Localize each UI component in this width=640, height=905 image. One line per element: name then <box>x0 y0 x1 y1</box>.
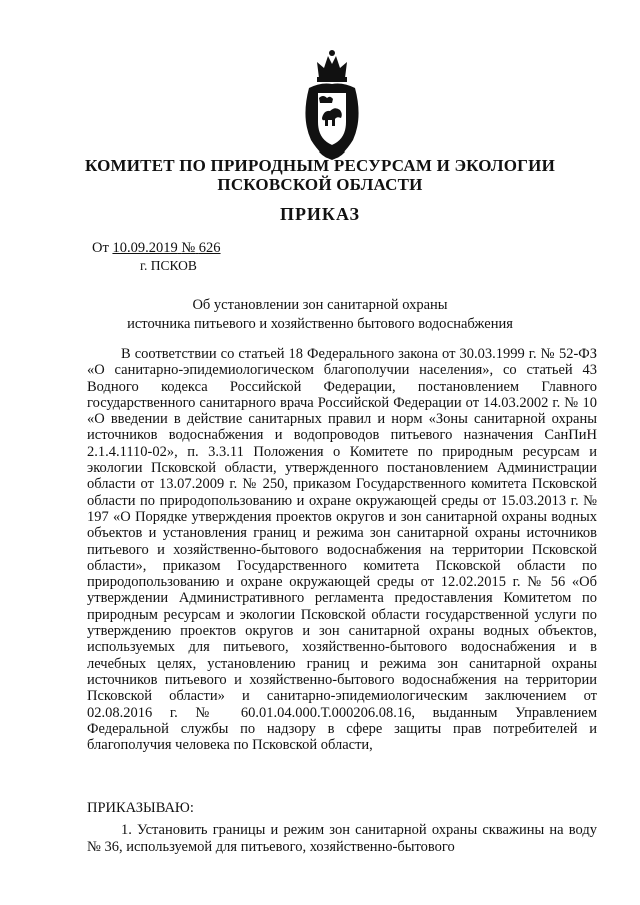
decree-word: ПРИКАЗЫВАЮ: <box>87 800 194 816</box>
organization-name-line1: КОМИТЕТ ПО ПРИРОДНЫМ РЕСУРСАМ И ЭКОЛОГИИ <box>84 156 556 175</box>
organization-name-line2: ПСКОВСКОЙ ОБЛАСТИ <box>217 175 423 194</box>
order-date: 10.09.2019 <box>112 240 178 256</box>
date-prefix: От <box>92 240 109 256</box>
subject-line2: источника питьевого и хозяйственно бытового водоснабжения <box>127 316 513 332</box>
order-date-number <box>92 240 221 257</box>
subject-line1: Об установлении зон санитарной охраны <box>192 297 448 313</box>
city: г. ПСКОВ <box>140 258 197 273</box>
order-number: 626 <box>198 240 221 256</box>
number-sign: № <box>181 240 196 256</box>
clause-1: 1. Установить границы и режим зон санитарной охраны скважины на воду № 36, используемой для питьевого, хозяйственно-бытового <box>87 822 597 855</box>
document-type-title: ПРИКАЗ <box>279 204 361 224</box>
preamble-paragraph: В соответствии со статьей 18 Федерального закона от 30.03.1999 г. № 52-ФЗ «О санитарно-эпидемиологическом благополучии населения», со статьей 43 Водного кодекса Российской Федерации, постановлением Главного государственного санитарного врача Российской Федерации от 14.03.2002 г. № 10 «О введении в действие санитарных правил и норм «Зоны санитарной охраны источников водоснабжения и водопроводов питьевого назначения СанПиН 2.1.4.1110-02», п. 3.3.11 Положения о Комитете по природным ресурсам и экологии Псковской области, утвержденного постановлением Администрации области от 13.07.2009 г. № 250, приказом Государственного комитета Псковской области по природопользованию и охране окружающей среды от 15.03.2013 г. № 197 «О Порядке утверждения проектов округов и зон санитарной охраны водных объектов и установления границ и режима зон санитарной охраны источников питьевого и хозяйственно-бытового водоснабжения на территории Псковской области», приказом Государственного комитета Псковской области по природопользованию и охране окружающей среды от 12.02.2015 г. № 56 «Об утверждении Административного регламента предоставления Комитетом по природным ресурсам и экологии Псковской области государственной услуги по утверждению проектов округов и зон санитарной охраны водных объектов, используемых для питьевого, хозяйственно-бытового водоснабжения и в лечебных целях, установлению границ и режима зон санитарной охраны источников питьевого и хозяйственно-бытового водоснабжения на территории Псковской области» и санитарно-эпидемиологическим заключением от 02.08.2016 г. № 60.01.04.000.Т.000206.08.16, выданным Управлением Федеральной службы по надзору в сфере защиты прав потребителей и благополучия человека по Псковской области, <box>87 346 597 754</box>
pskov-coat-of-arms-icon <box>299 48 365 166</box>
